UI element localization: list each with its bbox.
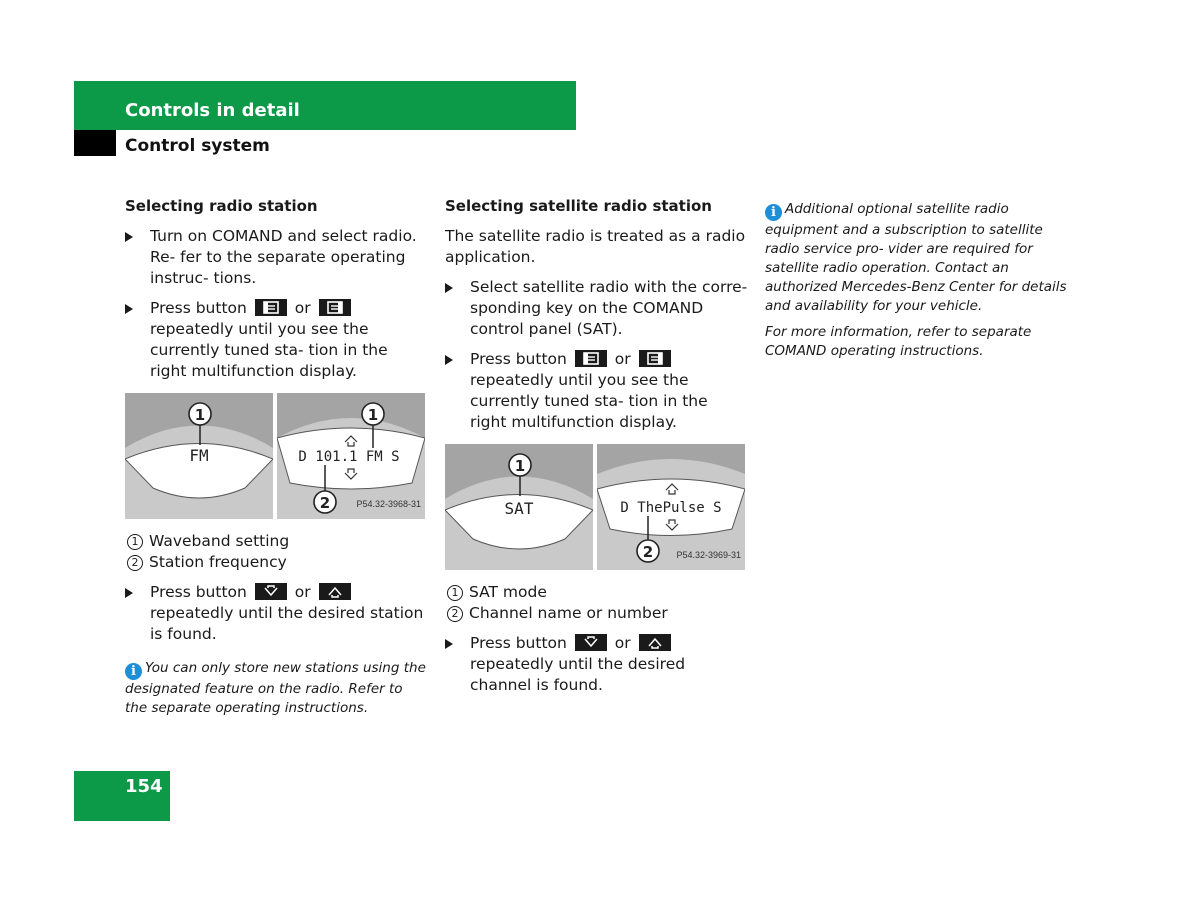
display-text-left: FM <box>189 446 209 465</box>
arrow-right-icon <box>445 283 453 293</box>
callout-2: 2 <box>642 543 654 561</box>
column-satellite-radio <box>445 196 748 705</box>
arrow-down-button-icon <box>575 634 607 651</box>
legend-item: 1 Waveband setting <box>125 531 428 552</box>
column-radio <box>125 196 428 725</box>
arrow-down-button-icon <box>255 583 287 600</box>
figure-satellite-display <box>445 444 745 570</box>
step-text-a: Press button <box>150 299 247 317</box>
display-text-right: D 101.1 FM S <box>298 449 400 465</box>
callout-1: 1 <box>194 406 206 424</box>
display-forward-button-icon <box>319 299 351 316</box>
display-back-button-icon <box>575 350 607 367</box>
display-back-button-icon <box>255 299 287 316</box>
info-icon: i <box>125 663 142 680</box>
step-press-display-buttons: Press button or repeatedly until you see the currently tuned sta- tion in the right multifunction display. <box>445 349 748 433</box>
display-panel-left <box>125 393 273 519</box>
step-select-satellite: Select satellite radio with the corre- sponding key on the COMAND control panel (SAT). <box>445 277 748 340</box>
arrow-right-icon <box>125 304 133 314</box>
figure-code: P54.32-3969-31 <box>676 550 741 560</box>
step-text: Turn on COMAND and select radio. Re- fer to the separate operating instruc- tions. <box>150 227 417 287</box>
legend-item: 1 SAT mode <box>445 582 748 603</box>
heading-selecting-satellite: Selecting satellite radio station <box>445 197 712 215</box>
display-text-left: SAT <box>504 499 534 518</box>
display-forward-button-icon <box>639 350 671 367</box>
legend-item: 2 Channel name or number <box>445 603 748 624</box>
arrow-up-button-icon <box>639 634 671 651</box>
figure-legend <box>445 582 748 624</box>
callout-1: 1 <box>514 457 526 475</box>
step-press-arrow-buttons: Press button or repeatedly until the desired channel is found. <box>445 633 748 696</box>
callout-2: 2 <box>319 494 331 512</box>
intro-text: The satellite radio is treated as a radio application. <box>445 227 746 266</box>
arrow-right-icon <box>125 232 133 242</box>
display-text-right: D ThePulse S <box>620 500 722 516</box>
legend-item: 2 Station frequency <box>125 552 428 573</box>
step-text-or: or <box>294 299 311 317</box>
display-panel-left <box>445 444 593 570</box>
info-note-more: For more information, refer to separate COMAND operating instructions. <box>765 324 1032 359</box>
step-press-arrow-buttons: Press button or repeatedly until the desired station is found. <box>125 582 428 645</box>
info-note-equipment: i Additional optional satellite radio equipment and a subscription to satellite radio service pro- vider are required for satellite radio operation. Contact an authorized Mercedes-Benz Center for details and availability for your vehicle. <box>765 201 1067 314</box>
section-title: Controls in detail <box>125 100 300 121</box>
section-subtitle: Control system <box>125 136 270 156</box>
display-panel-right <box>277 393 425 519</box>
heading-selecting-radio: Selecting radio station <box>125 197 318 215</box>
step-turn-on-comand <box>125 226 428 289</box>
figure-legend <box>125 531 428 573</box>
arrow-right-icon <box>125 588 133 598</box>
arrow-right-icon <box>445 355 453 365</box>
arrow-right-icon <box>445 639 453 649</box>
page-number: 154 <box>125 776 163 797</box>
callout-1: 1 <box>367 406 379 424</box>
figure-code: P54.32-3968-31 <box>356 499 421 509</box>
figure-radio-display <box>125 393 425 519</box>
info-icon: i <box>765 204 782 221</box>
arrow-up-button-icon <box>319 583 351 600</box>
display-panel-right <box>597 444 745 570</box>
info-note: i You can only store new stations using the designated feature on the radio. Refer to the separate operating instructions. <box>125 660 426 716</box>
header-marker <box>74 130 116 156</box>
column-notes <box>765 196 1070 368</box>
step-press-display-buttons <box>125 298 428 382</box>
step-text-b: repeatedly until you see the currently tuned sta- tion in the right multifunction display. <box>150 320 388 380</box>
